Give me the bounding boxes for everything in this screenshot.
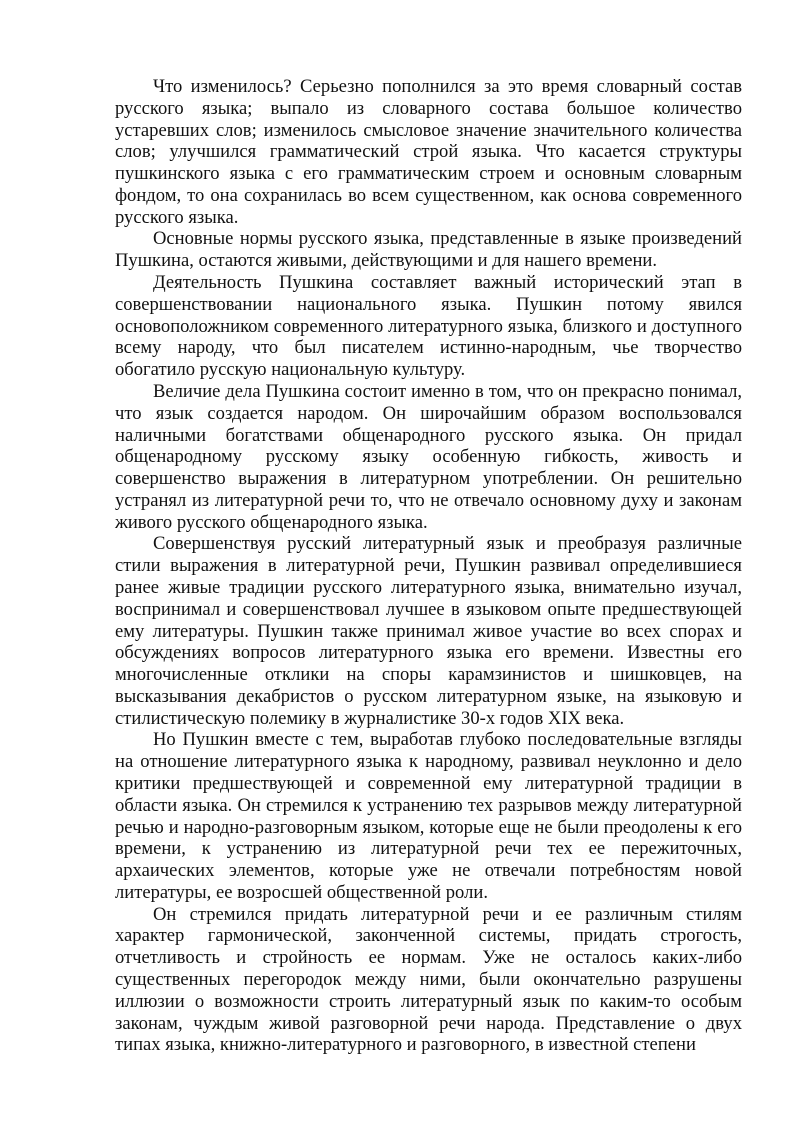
- paragraph-7: Он стремился придать литературной речи и ее различным стилям характер гармонической, законченной системы, придать строгость, отчетливость и стройность ее нормам. Уже не осталось каких-либо существенных перегородок между ними, были окончательно разрушены иллюзии о возможности строить литературный язык по каким-то особым законам, чуждым живой разговорной речи народа. Представление о двух типах языка, книжно-литературного и разговорного, в известной степени: [115, 903, 742, 1056]
- body-text: [115, 76, 742, 1056]
- paragraph-2: Основные нормы русского языка, представленные в языке произведений Пушкина, остаются живыми, действующими и для нашего времени.: [115, 228, 742, 272]
- paragraph-4: Величие дела Пушкина состоит именно в том, что он прекрасно понимал, что язык создается народом. Он широчайшим образом воспользовался наличными богатствами общенародного русского языка. Он придал общенародному русскому языку особенную гибкость, живость и совершенство выражения в литературном употреблении. Он решительно устранял из литературной речи то, что не отвечало основному духу и законам живого русского общенародного языка.: [115, 380, 742, 533]
- paragraph-6: Но Пушкин вместе с тем, выработав глубоко последовательные взгляды на отношение литературного языка к народному, развивал неуклонно и дело критики предшествующей и современной ему литературной традиции в области языка. Он стремился к устранению тех разрывов между литературной речью и народно-разговорным языком, которые еще не были преодолены к его времени, к устранению из литературной речи тех ее пережиточных, архаических элементов, которые уже не отвечали потребностям новой литературы, ее возросшей общественной роли.: [115, 729, 742, 903]
- paragraph-3: Деятельность Пушкина составляет важный исторический этап в совершенствовании национального языка. Пушкин потому явился основоположником современного литературного языка, близкого и доступного всему народу, что был писателем истинно-народным, чье творчество обогатило русскую национальную культуру.: [115, 272, 742, 381]
- paragraph-1: Что изменилось? Серьезно пополнился за это время словарный состав русского языка; выпало из словарного состава большое количество устаревших слов; изменилось смысловое значение значительного количества слов; улучшился грамматический строй языка. Что касается структуры пушкинского языка с его грамматическим строем и основным словарным фондом, то она сохранилась во всем существенном, как основа современного русского языка.: [115, 76, 742, 228]
- paragraph-5: Совершенствуя русский литературный язык и преобразуя различные стили выражения в литературной речи, Пушкин развивал определившиеся ранее живые традиции русского литературного языка, внимательно изучал, воспринимал и совершенствовал лучшее в языковом опыте предшествующей ему литературы. Пушкин также принимал живое участие во всех спорах и обсуждениях вопросов литературного языка его времени. Известны его многочисленные отклики на споры карамзинистов и шишковцев, на высказывания декабристов о русском литературном языке, на языковую и стилистическую полемику в журналистике 30-х годов XIX века.: [115, 533, 742, 729]
